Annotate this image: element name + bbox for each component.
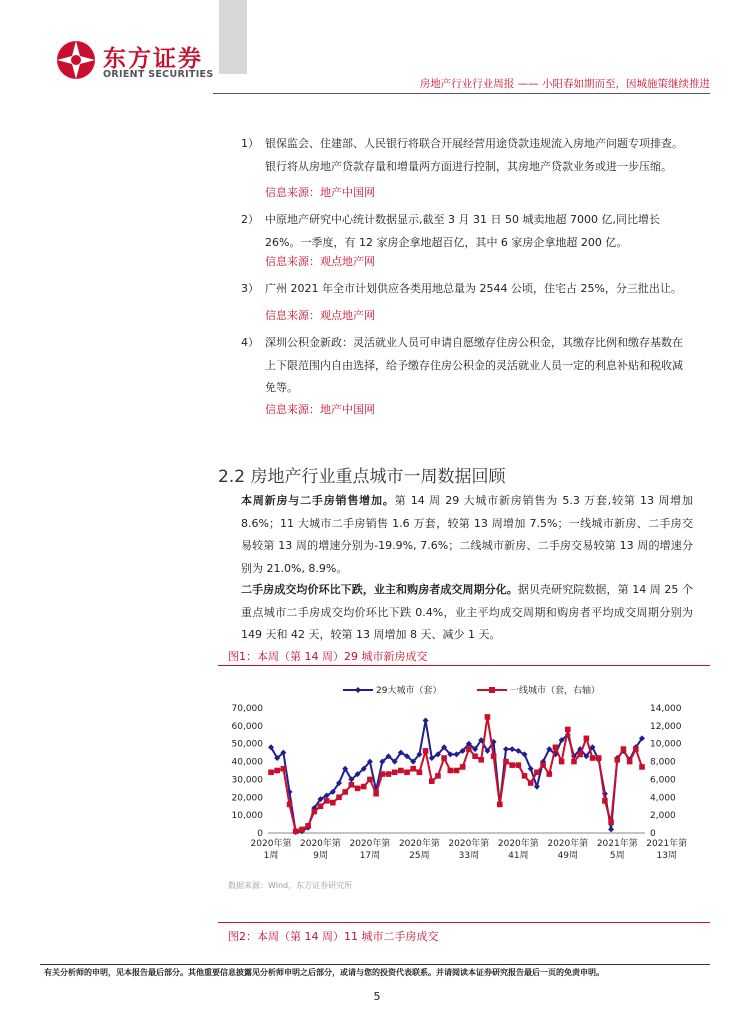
series-2-point — [614, 757, 620, 763]
series-2-point — [491, 753, 497, 759]
series-2-point — [342, 789, 348, 795]
x-axis-tick-label: 33周 — [458, 851, 480, 861]
series-2-point — [349, 782, 355, 788]
series-2-point — [497, 802, 503, 808]
left-axis-tick-label: 50,000 — [231, 739, 263, 750]
series-2-point — [627, 759, 633, 765]
news-text: 广州 2021 年全市计划供应各类用地总量为 2544 公顷，住宅占 25%，分三批出让。 — [265, 282, 682, 295]
paragraph-body: 第 14 周 29 大城市新房销售为 5.3 万套,较第 13 周增加 8.6%；11 大城市二手房销售 1.6 万套，较第 13 周增加 7.5%；一线城市新房、二手房交易较第 13 周的增速分别为-19.9%, 7.6%；二线城市新房、二手房交易较第 13 周的增速分别为 21.0%, 8.9%。 — [241, 494, 694, 575]
right-axis-tick-label: 14,000 — [650, 704, 682, 714]
news-text: 深圳公积金新政：灵活就业人员可申请自愿缴存住房公积金，其缴存比例和缴存基数在上下限范围内自由选择，给予缴存住房公积金的灵活就业人员一定的利息补贴和税收减免等。 — [265, 336, 683, 394]
x-axis-tick-label: 2020年第 — [300, 839, 341, 849]
series-1-point — [528, 766, 534, 772]
series-2-point — [509, 762, 515, 768]
series-2-point — [485, 714, 491, 720]
news-number: 2） — [241, 213, 259, 226]
right-axis-tick-label: 4,000 — [650, 793, 676, 804]
figure-1-rule — [218, 665, 710, 666]
series-2-point — [404, 769, 410, 775]
x-axis-tick-label: 2020年第 — [547, 839, 589, 849]
series-2-point — [410, 766, 416, 772]
series-2-point — [441, 755, 447, 761]
series-2-point — [590, 755, 596, 761]
x-axis-tick-label: 2021年第 — [646, 839, 688, 849]
series-2-point — [392, 769, 398, 775]
logo-mark-icon — [55, 38, 97, 82]
series-1-point — [534, 784, 540, 790]
series-2-point — [287, 802, 293, 808]
series-2-point — [478, 757, 484, 763]
news-source-1: 信息来源：地产中国网 — [265, 186, 375, 199]
company-logo — [55, 38, 255, 88]
x-axis-tick-label: 2020年第 — [349, 839, 391, 849]
news-number: 3） — [241, 282, 259, 295]
new-home-sales-chart — [225, 678, 695, 873]
series-2-point — [633, 746, 639, 752]
series-2-point — [268, 769, 274, 775]
series-2-point — [602, 798, 608, 804]
series-1-point — [608, 826, 614, 832]
right-axis-tick-label: 6,000 — [650, 775, 676, 786]
news-item-4 — [241, 332, 691, 400]
x-axis-tick-label: 2020年第 — [448, 839, 490, 849]
series-2-point — [454, 768, 460, 774]
logo-name: 东方证券 — [103, 46, 203, 72]
series-2-point — [318, 803, 324, 809]
series-2-point — [324, 798, 330, 804]
news-number: 1） — [241, 137, 259, 150]
news-number: 4） — [241, 336, 259, 349]
right-axis-tick-label: 8,000 — [650, 757, 676, 768]
left-axis-tick-label: 40,000 — [231, 757, 263, 768]
x-axis-tick-label: 49周 — [557, 851, 579, 861]
paragraph-lead: 二手房成交均价环比下跌，业主和购房者成交周期分化。 — [241, 583, 518, 596]
x-axis-tick-label: 9周 — [313, 851, 328, 861]
series-1-point — [509, 746, 515, 752]
series-2-point — [311, 809, 317, 815]
x-axis-tick-label: 2020年第 — [250, 839, 292, 849]
left-axis-tick-label: 60,000 — [231, 721, 263, 732]
series-2-point — [355, 786, 361, 792]
news-item-2 — [241, 209, 691, 254]
series-2-point — [596, 755, 602, 761]
series-2-point — [540, 762, 546, 768]
series-2-point — [466, 746, 472, 752]
footer-divider — [40, 964, 710, 965]
x-axis-tick-label: 1周 — [263, 851, 279, 861]
news-text: 中原地产研究中心统计数据显示,截至 3 月 31 日 50 城卖地超 7000 亿,同比增长 26%。一季度，有 12 家房企拿地超百亿，其中 6 家房企拿地超 200 亿。 — [265, 213, 660, 249]
news-item-1 — [241, 133, 691, 178]
series-2-point — [299, 827, 305, 833]
series-2-point — [565, 727, 571, 733]
paragraph-lead: 本周新房与二手房销售增加。 — [241, 494, 395, 507]
series-2-point — [281, 766, 287, 772]
header-divider — [213, 93, 710, 94]
news-source-2: 信息来源：观点地产网 — [265, 255, 375, 268]
series-2-point — [639, 764, 645, 770]
x-axis-tick-label: 25周 — [409, 851, 430, 861]
series-2-point — [546, 771, 552, 777]
series-2-point — [398, 768, 404, 774]
news-source-3: 信息来源：观点地产网 — [265, 309, 375, 322]
left-axis-tick-label: 10,000 — [231, 811, 263, 822]
section-title: 2.2 房地产行业重点城市一周数据回顾 — [218, 467, 506, 487]
left-axis-tick-label: 30,000 — [231, 775, 263, 786]
series-2-point — [373, 791, 379, 797]
series-2-point — [534, 769, 540, 775]
news-item-3 — [241, 278, 691, 301]
left-axis-tick-label: 0 — [257, 829, 263, 839]
page-number: 5 — [373, 990, 381, 1003]
left-axis-tick-label: 70,000 — [231, 704, 263, 714]
series-2-point — [608, 819, 614, 825]
series-1-point — [423, 718, 429, 724]
footer-disclaimer: 有关分析师的申明，见本报告最后部分。其他重要信息披露见分析师申明之后部分，或请与您的投资代表联系。并请阅读本证券研究报告最后一页的免责申明。 — [44, 968, 604, 977]
right-axis-tick-label: 2,000 — [650, 811, 676, 822]
series-2-point — [274, 768, 280, 774]
legend-marker-tier1 — [489, 687, 495, 693]
series-2-point — [417, 769, 423, 775]
series-2-point — [367, 777, 373, 783]
series-2-point — [429, 778, 435, 784]
series-line-2 — [271, 717, 642, 831]
right-axis-tick-label: 10,000 — [650, 739, 682, 750]
series-2-point — [528, 780, 534, 786]
x-axis-tick-label: 13周 — [656, 851, 677, 861]
legend-marker-29-cities — [355, 687, 361, 693]
x-axis-tick-label: 17周 — [359, 851, 381, 861]
series-2-point — [336, 794, 342, 800]
series-2-point — [460, 764, 466, 770]
x-axis-tick-label: 5周 — [609, 851, 625, 861]
series-2-point — [553, 744, 559, 750]
report-title: 房地产行业行业周报 —— 小阳春如期而至，因城施策继续推进 — [419, 78, 710, 90]
series-2-point — [423, 748, 429, 754]
legend-label-29-cities: 29大城市（套） — [376, 686, 442, 696]
series-2-point — [503, 759, 509, 765]
series-2-point — [472, 753, 478, 759]
x-axis-tick-label: 2020年第 — [398, 839, 440, 849]
paragraph-prices — [241, 579, 693, 647]
series-2-point — [330, 800, 336, 806]
left-axis-tick-label: 20,000 — [231, 793, 263, 804]
series-2-point — [522, 773, 528, 779]
right-axis-tick-label: 12,000 — [650, 721, 682, 732]
legend-label-tier1: 一线城市（套，右轴） — [510, 686, 601, 696]
series-1-point — [503, 746, 509, 752]
series-2-point — [386, 771, 392, 777]
figure-1-title: 图1：本周（第 14 周）29 城市新房成交 — [228, 650, 428, 663]
right-axis-tick-label: 0 — [650, 829, 656, 839]
series-2-point — [435, 773, 441, 779]
series-2-point — [293, 828, 299, 834]
series-2-point — [577, 752, 583, 758]
paragraph-body: 据贝壳研究院数据，第 14 周 25 个重点城市二手房成交均价环比下跌 0.4%，业主平均成交周期和购房者平均成交周期分别为 149 天和 42 天，较第 13 周增加 8 天、减少 1 天。 — [241, 583, 694, 641]
logo-english-name: ORIENT SECURITIES — [103, 69, 214, 80]
x-axis-tick-label: 2020年第 — [497, 839, 539, 849]
series-2-point — [448, 768, 454, 774]
series-2-point — [516, 762, 522, 768]
news-source-4: 信息来源：地产中国网 — [265, 403, 375, 416]
series-2-point — [621, 746, 627, 752]
series-2-point — [559, 759, 565, 765]
news-text: 银保监会、住建部、人民银行将联合开展经营用途贷款违规流入房地产问题专项排查。银行将从房地产贷款存量和增量两方面进行控制，其房地产贷款业务或进一步压缩。 — [265, 137, 683, 173]
x-axis-tick-label: 2021年第 — [596, 839, 638, 849]
figure-1-source: 数据来源：Wind，东方证券研究所 — [228, 881, 353, 890]
figure-2-rule — [218, 922, 710, 923]
series-2-point — [361, 784, 367, 790]
series-2-point — [584, 736, 590, 742]
series-2-point — [380, 771, 386, 777]
series-2-point — [305, 823, 311, 829]
paragraph-sales — [241, 490, 693, 580]
x-axis-tick-label: 41周 — [508, 851, 529, 861]
figure-2-title: 图2：本周（第 14 周）11 城市二手房成交 — [228, 930, 439, 943]
series-2-point — [571, 759, 577, 765]
